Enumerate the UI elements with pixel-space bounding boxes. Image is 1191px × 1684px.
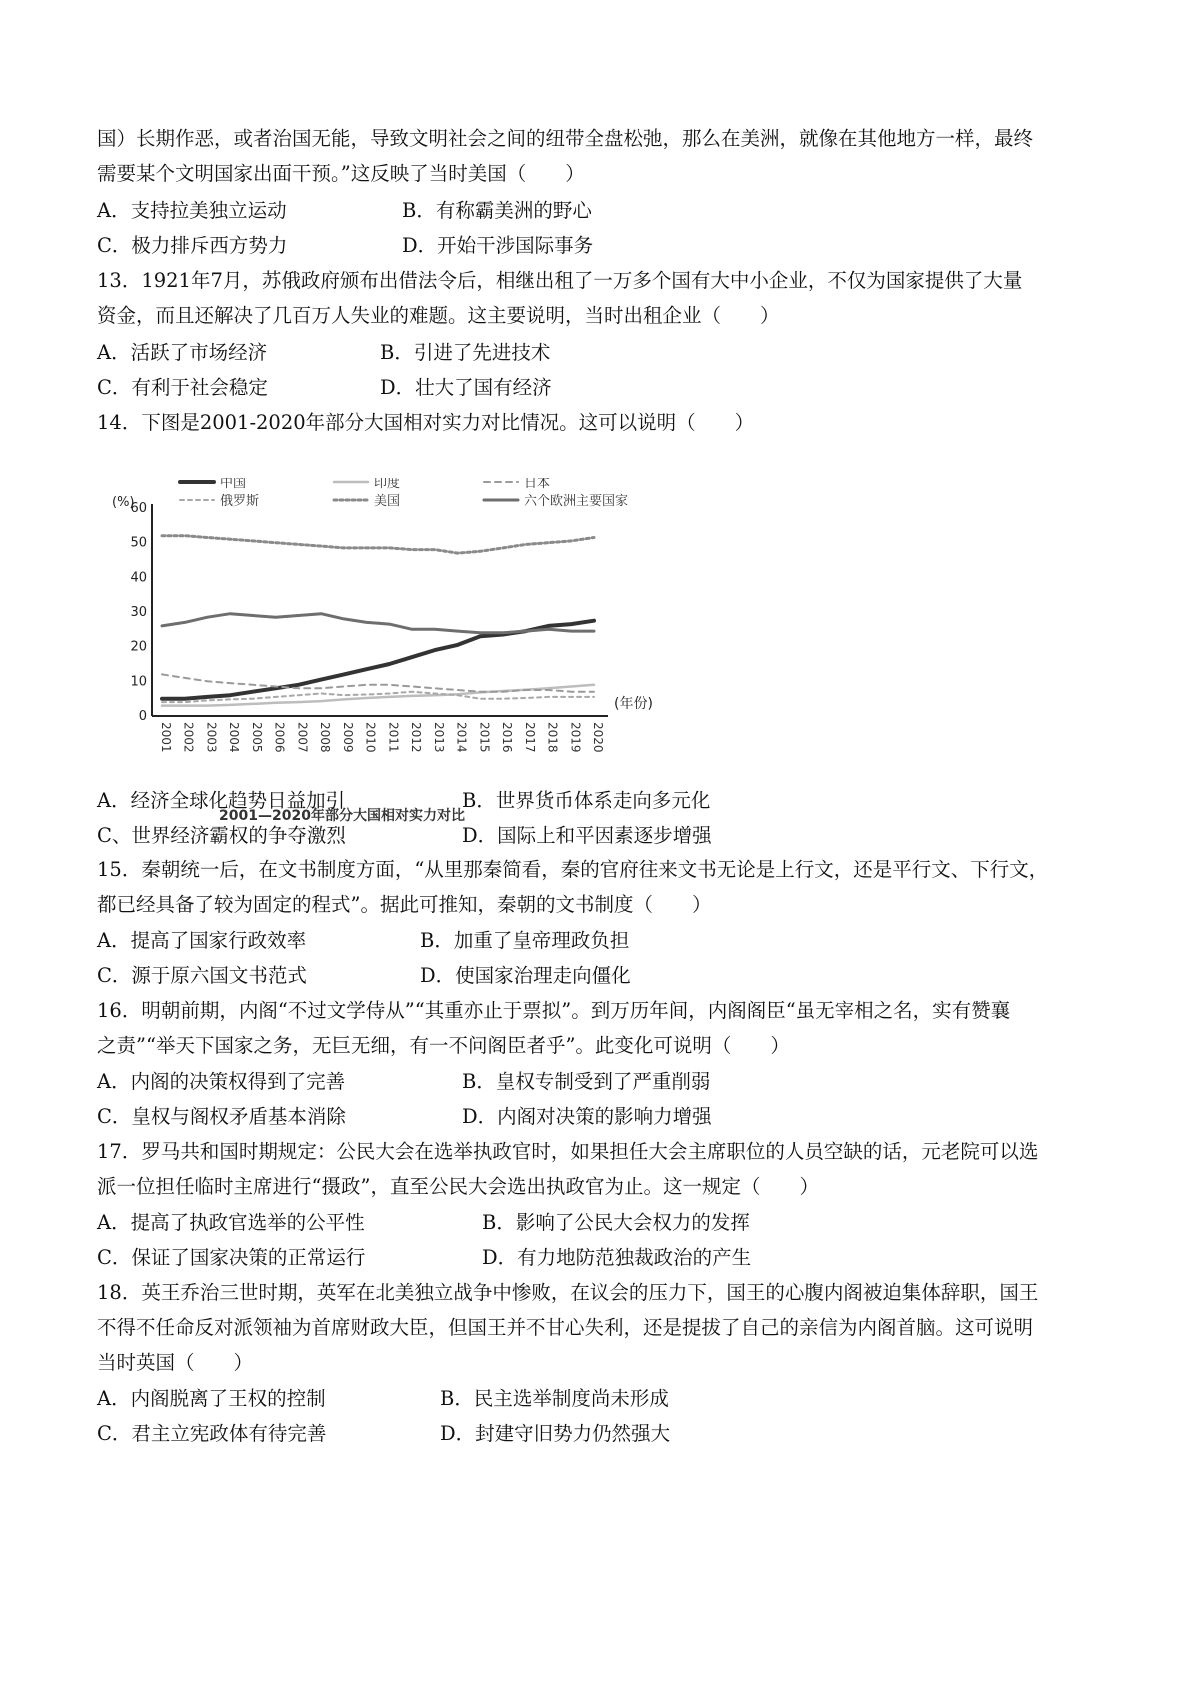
q18-option-a: A．内阁脱离了王权的控制 [97,1387,326,1410]
q15-option-d: D．使国家治理走向僵化 [420,964,631,987]
x-tick-label: 2002 [181,722,196,753]
q16-option-c: C．皇权与阁权矛盾基本消除 [97,1105,346,1128]
chart-title: 2001—2020年部分大国相对实力对比 [219,808,465,824]
legend-entry: 日本 [524,478,551,491]
q15-stem-line-1: 15．秦朝统一后，在文书制度方面，“从里那秦简看，秦的官府往来文书无论是上行文，还是平行文、下行文， [97,858,1049,881]
x-axis-label: (年份) [614,696,653,712]
q13-option-c: C．有利于社会稳定 [97,376,268,399]
q16-stem-line-2: 之责”“举天下国家之务，无巨无细，有一不问阁臣者乎”。此变化可说明（ ） [97,1034,790,1057]
q16-option-d: D．内阁对决策的影响力增强 [462,1105,712,1128]
q13-stem-line-1: 13．1921年7月，苏俄政府颁布出借法令后，相继出租了一万多个国有大中小企业，不仅为国家提供了大量 [97,269,1023,292]
chart-svg [112,478,692,828]
x-tick-label: 2015 [477,722,492,753]
q15-option-a: A．提高了国家行政效率 [97,929,307,952]
q13-stem-line-2: 资金，而且还解决了几百万人失业的难题。这主要说明，当时出租企业（ ） [97,304,780,327]
q16-option-b: B．皇权专制受到了严重削弱 [462,1070,711,1093]
x-tick-label: 2017 [522,722,537,753]
y-tick-label: 60 [130,501,147,516]
x-tick-label: 2013 [431,722,446,753]
x-tick-label: 2014 [454,722,469,753]
q13-option-b: B．引进了先进技术 [380,341,551,364]
series-line [162,536,594,553]
q13-option-a: A．活跃了市场经济 [97,341,268,364]
q17-option-a: A．提高了执政官选举的公平性 [97,1211,365,1234]
legend-entry: 印度 [374,478,401,491]
q18-stem-line-2: 不得不任命反对派领袖为首席财政大臣，但国王并不甘心失利，还是提拔了自己的亲信为内阁首脑。这可说明 [97,1316,1034,1339]
q15-option-c: C．源于原六国文书范式 [97,964,307,987]
x-tick-label: 2018 [545,722,560,753]
q12-option-b: B．有称霸美洲的野心 [402,199,592,222]
legend-entry: 俄罗斯 [220,494,260,509]
q17-option-d: D．有力地防范独裁政治的产生 [482,1246,752,1269]
q12-stem-line-2: 需要某个文明国家出面干预。”这反映了当时美国（ ） [97,162,585,185]
q12-option-c: C．极力排斥西方势力 [97,234,288,257]
series-line [162,674,594,691]
x-tick-label: 2011 [386,722,401,753]
x-tick-label: 2012 [409,722,424,753]
x-tick-label: 2019 [568,722,583,753]
x-tick-label: 2001 [159,722,173,753]
q14-option-d: D．国际上和平因素逐步增强 [462,824,712,847]
chart-legend [180,478,628,509]
x-tick-label: 2020 [591,722,605,753]
q18-option-b: B．民主选举制度尚未形成 [440,1387,669,1410]
x-tick-label: 2009 [340,722,355,753]
x-tick-label: 2005 [249,722,264,753]
x-tick-label: 2016 [500,722,515,753]
y-axis-label: (%) [112,495,135,510]
q14-option-a: A．经济全球化趋势日益加引 [97,789,346,812]
q18-stem-line-1: 18．英王乔治三世时期，英军在北美独立战争中惨败，在议会的压力下，国王的心腹内阁被迫集体辞职，国王 [97,1281,1039,1304]
q17-stem-line-2: 派一位担任临时主席进行“摄政”，直至公民大会选出执政官为止。这一规定（ ） [97,1175,819,1198]
q12-stem-line-1: 国）长期作恶，或者治国无能，导致文明社会之间的纽带全盘松弛，那么在美洲，就像在其他地方一样，最终 [97,127,1034,150]
q18-option-d: D．封建守旧势力仍然强大 [440,1422,671,1445]
q12-option-a: A．支持拉美独立运动 [97,199,287,222]
q15-option-b: B．加重了皇帝理政负担 [420,929,630,952]
x-tick-label: 2010 [363,722,378,753]
y-tick-label: 50 [130,535,147,551]
x-tick-label: 2008 [318,722,333,753]
power-comparison-chart [112,478,692,828]
y-tick-label: 30 [130,605,147,620]
y-tick-label: 40 [130,570,147,586]
q17-option-b: B．影响了公民大会权力的发挥 [482,1211,750,1234]
chart-series [162,536,594,706]
q12-option-d: D．开始干涉国际事务 [402,234,594,257]
q18-option-c: C．君主立宪政体有待完善 [97,1422,327,1445]
x-tick-label: 2003 [204,722,219,753]
legend-entry: 六个欧洲主要国家 [524,494,629,509]
q15-stem-line-2: 都已经具备了较为固定的程式”。据此可推知，秦朝的文书制度（ ） [97,893,712,916]
q16-stem-line-1: 16．明朝前期，内阁“不过文学侍从”“其重亦止于票拟”。到万历年间，内阁阁臣“虽无宰相之名，实有赞襄 [97,999,1011,1022]
x-tick-label: 2007 [295,722,310,753]
q16-option-a: A．内阁的决策权得到了完善 [97,1070,346,1093]
q13-option-d: D．壮大了国有经济 [380,376,552,399]
y-tick-label: 0 [138,709,147,724]
q17-stem-line-1: 17．罗马共和国时期规定：公民大会在选举执政官时，如果担任大会主席职位的人员空缺的话，元老院可以选 [97,1140,1039,1163]
y-tick-label: 10 [130,674,147,690]
q18-stem-line-3: 当时英国（ ） [97,1351,254,1374]
legend-entry: 中国 [220,478,247,491]
q14-stem: 14．下图是2001-2020年部分大国相对实力对比情况。这可以说明（ ） [97,411,755,434]
series-line [162,621,594,699]
q14-option-c: C、世界经济霸权的争夺激烈 [97,824,346,847]
legend-entry: 美国 [374,494,401,509]
q14-option-b: B．世界货币体系走向多元化 [462,789,711,812]
x-tick-label: 2004 [227,722,242,753]
series-line [162,614,594,633]
q17-option-c: C．保证了国家决策的正常运行 [97,1246,366,1269]
x-tick-label: 2006 [272,722,287,753]
y-tick-label: 20 [130,639,147,655]
